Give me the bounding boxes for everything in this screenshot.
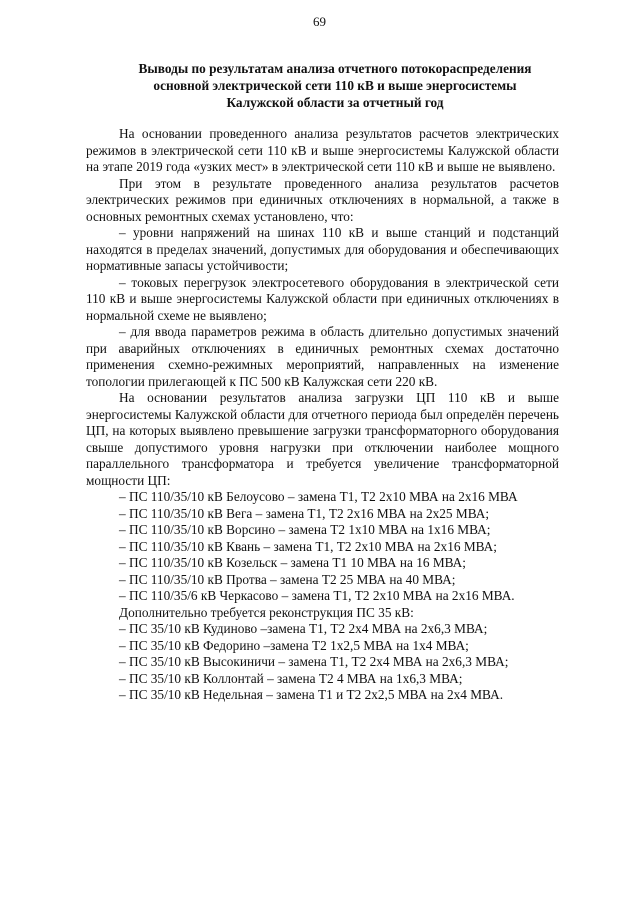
replacement-list-110	[86, 489, 559, 605]
list-item: – ПС 110/35/10 кВ Белоусово – замена Т1, Т2 2х10 МВА на 2х16 МВА	[119, 489, 518, 504]
document-body	[86, 126, 559, 704]
additional-heading: Дополнительно требуется реконструкция ПС 35 кВ:	[119, 604, 414, 620]
list-item: – ПС 110/35/10 кВ Козельск – замена Т1 10 МВА на 16 МВА;	[119, 555, 466, 570]
list-item: – ПС 110/35/10 кВ Ворсино – замена Т2 1х10 МВА на 1х16 МВА;	[119, 522, 491, 537]
paragraph-summary: На основании проведенного анализа результатов расчетов электрических режимов в электрической сети 110 кВ и выше энергосистемы Калужской области на этапе 2019 года «узких мест» в электрической сети 110 кВ и выше не выявлено.	[86, 126, 559, 174]
paragraph-findings-intro: При этом в результате проведенного анализа результатов расчетов электрических режимов при единичных отключениях в нормальной, а также в основных ремонтных схемах установлено, что:	[86, 175, 559, 224]
finding-voltage-levels: – уровни напряжений на шинах 110 кВ и выше станций и подстанций находятся в пределах значений, допустимых для оборудования и обеспечивающих нормативные запасы устойчивости;	[86, 225, 559, 273]
list-item: – ПС 35/10 кВ Кудиново –замена Т1, Т2 2х4 МВА на 2х6,3 МВА;	[119, 621, 488, 636]
page-title	[110, 60, 560, 111]
title-line: Выводы по результатам анализа отчетного потокораспределения	[138, 61, 532, 76]
replacement-list-35	[86, 621, 559, 704]
paragraph-load-analysis: На основании результатов анализа загрузки ЦП 110 кВ и выше энергосистемы Калужской области для отчетного периода был определён перечень ЦП, на которых выявлено превышение загрузки трансформаторного оборудования свыше допустимого уровня нагрузки при отключении наиболее мощного параллельного трансформатора и требуется увеличение трансформаторной мощности ЦП:	[86, 390, 559, 488]
list-item: – ПС 35/10 кВ Высокиничи – замена Т1, Т2 2х4 МВА на 2х6,3 МВА;	[119, 654, 509, 669]
list-item: – ПС 110/35/10 кВ Вега – замена Т1, Т2 2х16 МВА на 2х25 МВА;	[119, 505, 490, 521]
list-item: – ПС 35/10 кВ Коллонтай – замена Т2 4 МВА на 1х6,3 МВА;	[119, 670, 463, 686]
title-line: Калужской области за отчетный год	[226, 95, 444, 110]
list-item: – ПС 35/10 кВ Недельная – замена Т1 и Т2 2х2,5 МВА на 2х4 МВА.	[119, 687, 504, 702]
list-item: – ПС 110/35/6 кВ Черкасово – замена Т1, Т2 2х10 МВА на 2х16 МВА.	[119, 588, 515, 603]
list-item: – ПС 110/35/10 кВ Протва – замена Т2 25 МВА на 40 МВА;	[119, 571, 456, 587]
page-number: 69	[313, 14, 326, 29]
list-item: – ПС 35/10 кВ Федорино –замена Т2 1х2,5 МВА на 1х4 МВА;	[119, 637, 469, 653]
finding-mode-parameters: – для ввода параметров режима в область длительно допустимых значений при аварийных отключениях в единичных ремонтных схемах достаточно применения схемно-режимных мероприятий, направленных на изменение топологии прилегающей к ПС 500 кВ Калужская сети 220 кВ.	[86, 324, 559, 389]
title-line: основной электрической сети 110 кВ и выше энергосистемы	[153, 78, 517, 93]
finding-current-overloads: – токовых перегрузок электросетевого оборудования в электрической сети 110 кВ и выше энергосистемы Калужской области при единичных отключениях в нормальной схеме не выявлено;	[86, 274, 559, 323]
list-item: – ПС 110/35/10 кВ Квань – замена Т1, Т2 2х10 МВА на 2х16 МВА;	[119, 538, 497, 554]
